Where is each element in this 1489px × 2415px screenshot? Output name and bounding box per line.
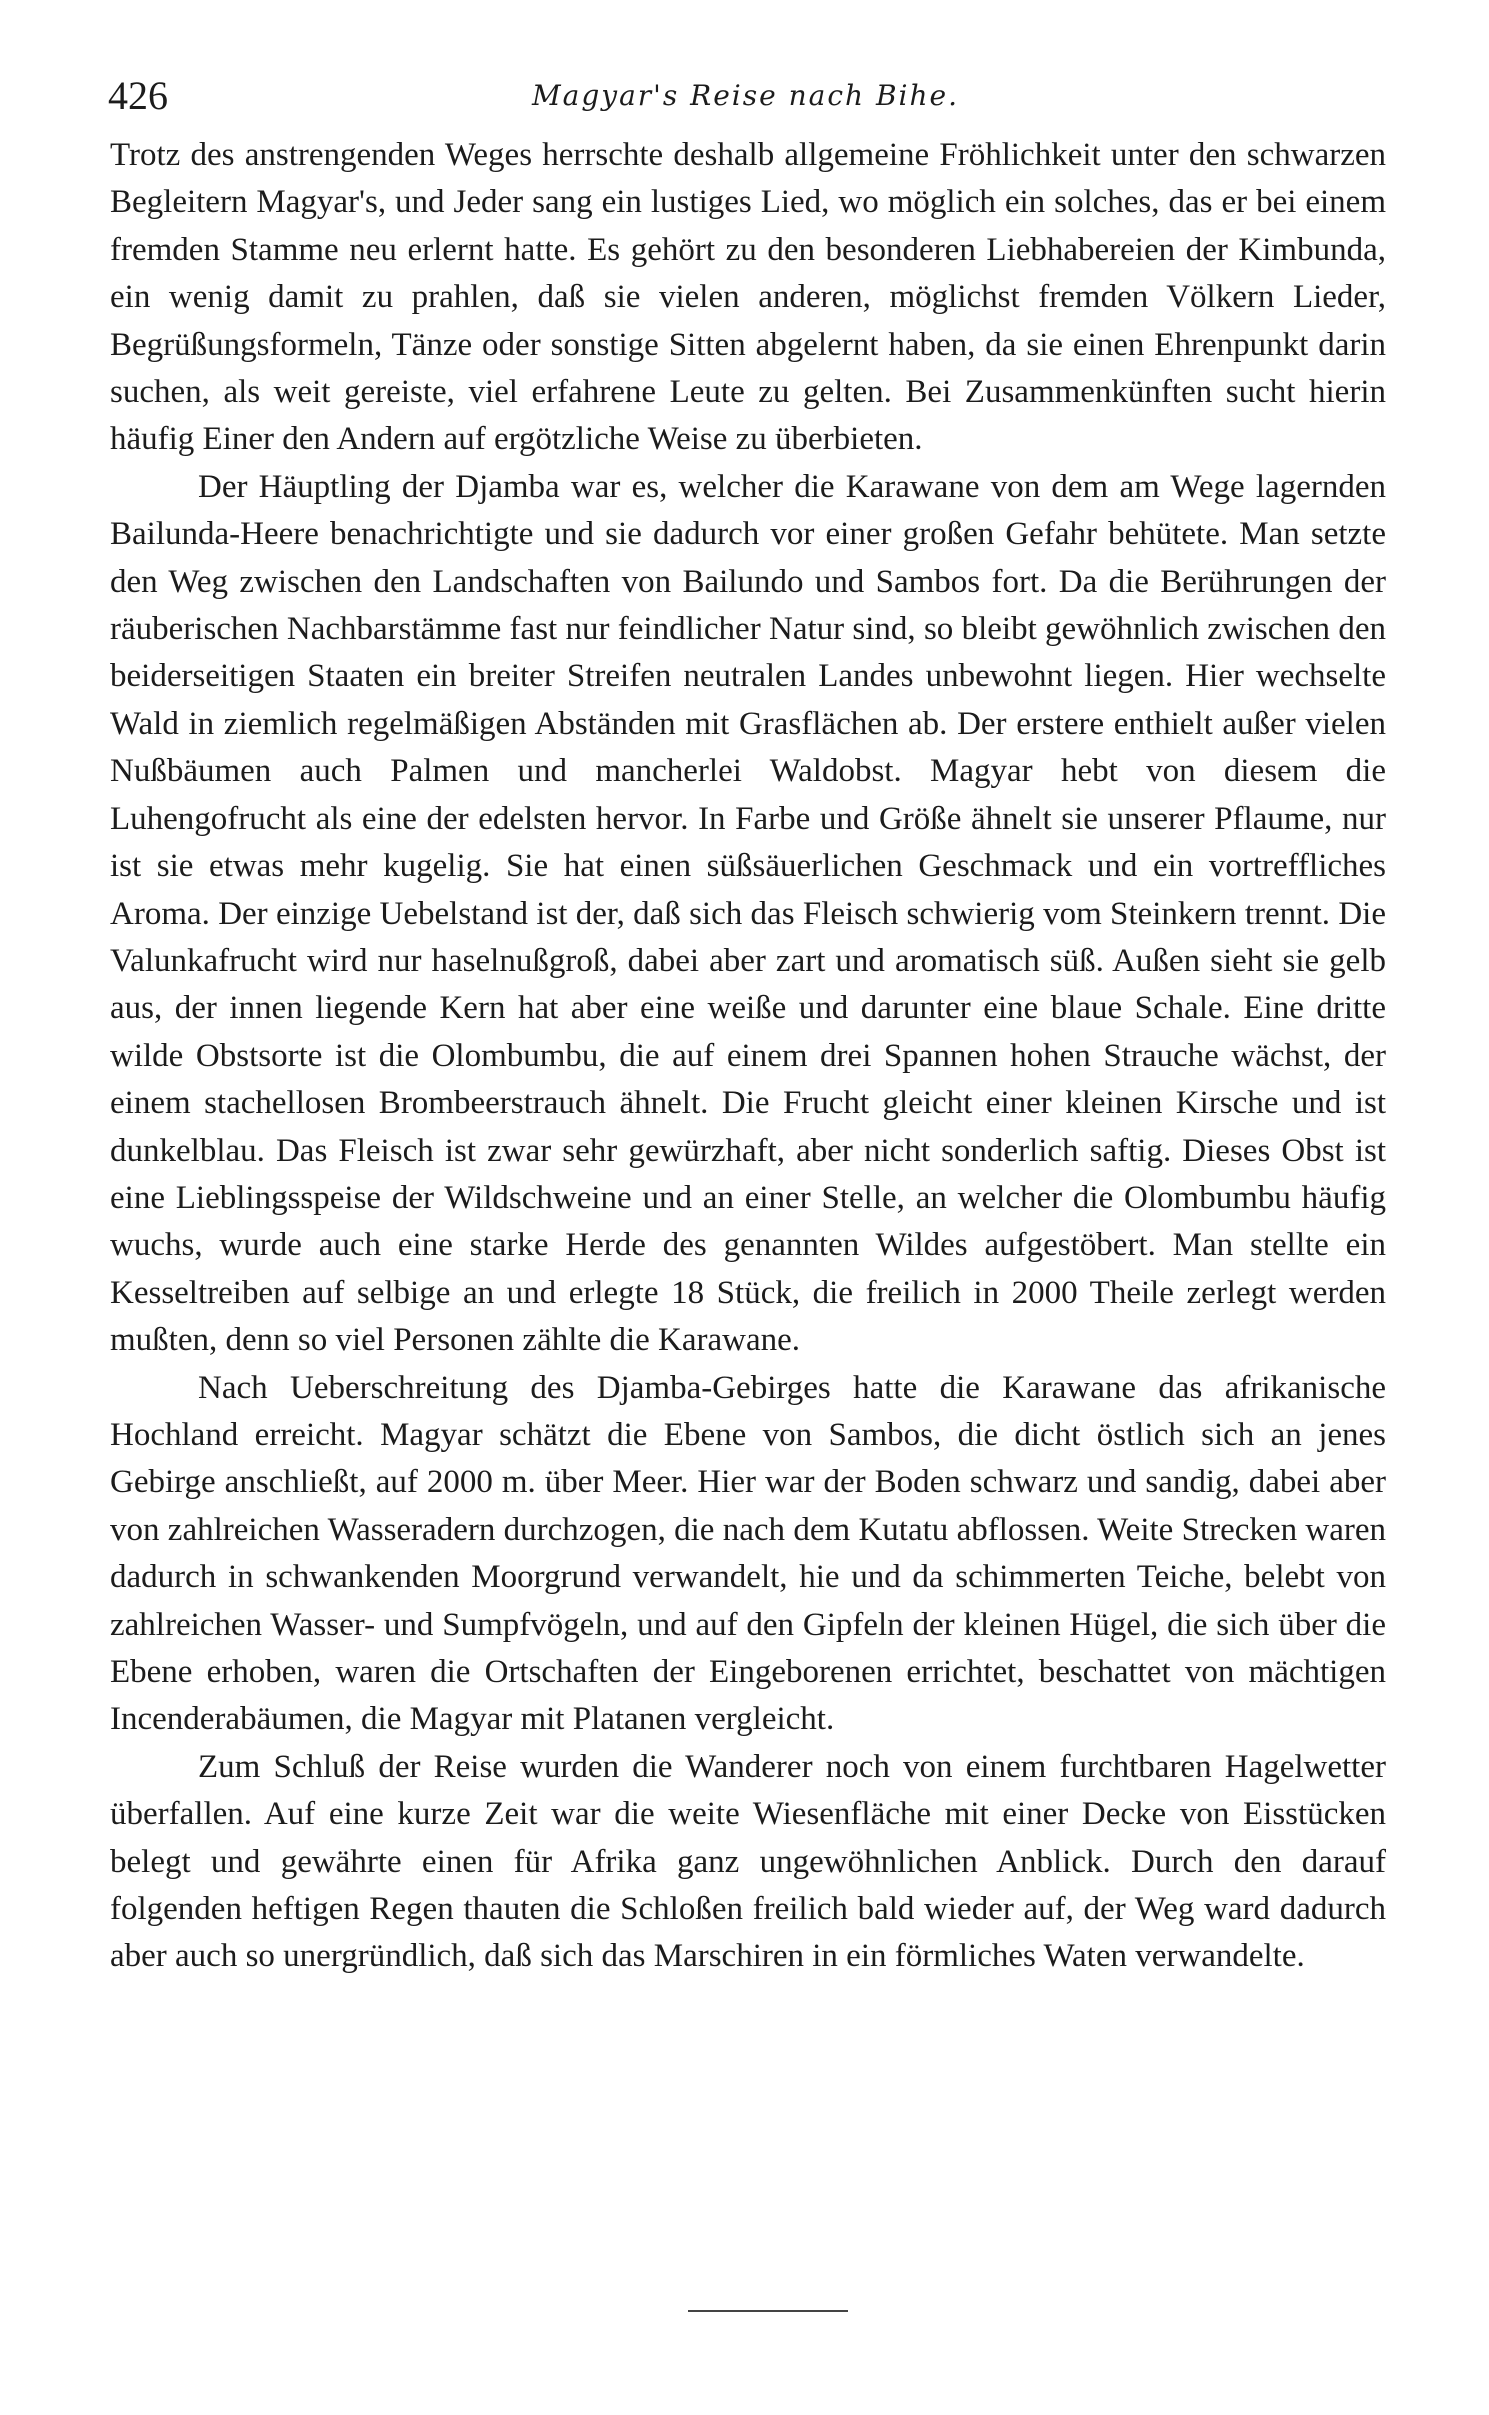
- body-text: [110, 132, 1386, 1981]
- paragraph: Der Häuptling der Djamba war es, welcher die Karawane von dem am Wege lagernden Bailunda-Heere benachrichtigte und sie dadurch vor einer großen Gefahr behütete. Man setzte den Weg zwischen den Landschaften von Bailundo und Sambos fort. Da die Berührungen der räuberischen Nachbarstämme fast nur feindlicher Natur sind, so bleibt gewöhnlich zwischen den beiderseitigen Staaten ein breiter Streifen neutralen Landes unbewohnt liegen. Hier wechselte Wald in ziemlich regelmäßigen Abständen mit Grasflächen ab. Der erstere enthielt außer vielen Nußbäumen auch Palmen und mancherlei Waldobst. Magyar hebt von diesem die Luhengofrucht als eine der edelsten hervor. In Farbe und Größe ähnelt sie unserer Pflaume, nur ist sie etwas mehr kugelig. Sie hat einen süßsäuerlichen Geschmack und ein vortreffliches Aroma. Der einzige Uebelstand ist der, daß sich das Fleisch schwierig vom Steinkern trennt. Die Valunkafrucht wird nur haselnußgroß, dabei aber zart und aromatisch süß. Außen sieht sie gelb aus, der innen liegende Kern hat aber eine weiße und darunter eine blaue Schale. Eine dritte wilde Obstsorte ist die Olombumbu, die auf einem drei Spannen hohen Strauche wächst, der einem stachellosen Brombeerstrauch ähnelt. Die Frucht gleicht einer kleinen Kirsche und ist dunkelblau. Das Fleisch ist zwar sehr gewürzhaft, aber nicht sonderlich saftig. Dieses Obst ist eine Lieblingsspeise der Wildschweine und an einer Stelle, an welcher die Olombumbu häufig wuchs, wurde auch eine starke Herde des genannten Wildes aufgestöbert. Man stellte ein Kesseltreiben auf selbige an und erlegte 18 Stück, die freilich in 2000 Theile zerlegt werden mußten, denn so viel Personen zählte die Karawane.: [110, 468, 1386, 1359]
- running-head: [108, 70, 1383, 122]
- running-title: Magyar's Reise nach Bihe.: [532, 79, 959, 112]
- closing-rule: [688, 2310, 848, 2312]
- page-number: 426: [108, 73, 168, 118]
- paragraph: Trotz des anstrengenden Weges herrschte deshalb allgemeine Fröhlichkeit unter den schwarzen Begleitern Magyar's, und Jeder sang ein lustiges Lied, wo möglich ein solches, das er bei einem fremden Stamme neu erlernt hatte. Es gehört zu den besonderen Liebhabereien der Kimbunda, ein wenig damit zu prahlen, daß sie vielen anderen, möglichst fremden Völkern Lieder, Begrüßungsformeln, Tänze oder sonstige Sitten abgelernt haben, da sie einen Ehrenpunkt darin suchen, als weit gereiste, viel erfahrene Leute zu gelten. Bei Zusammenkünften sucht hierin häufig Einer den Andern auf ergötzliche Weise zu überbieten.: [110, 137, 1386, 458]
- paragraph: Nach Ueberschreitung des Djamba-Gebirges hatte die Karawane das afrikanische Hochland erreicht. Magyar schätzt die Ebene von Sambos, die dicht östlich sich an jenes Gebirge anschließt, auf 2000 m. über Meer. Hier war der Boden schwarz und sandig, dabei aber von zahlreichen Wasseradern durchzogen, die nach dem Kutatu abflossen. Weite Strecken waren dadurch in schwankenden Moorgrund verwandelt, hie und da schimmerten Teiche, belebt von zahlreichen Wasser- und Sumpfvögeln, und auf den Gipfeln der kleinen Hügel, die sich über die Ebene erhoben, waren die Ortschaften der Eingeborenen errichtet, beschattet von mächtigen Incenderabäumen, die Magyar mit Platanen vergleicht.: [110, 1369, 1386, 1738]
- paragraph: Zum Schluß der Reise wurden die Wanderer noch von einem furchtbaren Hagelwetter überfallen. Auf eine kurze Zeit war die weite Wiesenfläche mit einer Decke von Eisstücken belegt und gewährte einen für Afrika ganz ungewöhnlichen Anblick. Durch den darauf folgenden heftigen Regen thauten die Schloßen freilich bald wieder auf, der Weg ward dadurch aber auch so unergründlich, daß sich das Marschiren in ein förmliches Waten verwandelte.: [110, 1748, 1386, 1975]
